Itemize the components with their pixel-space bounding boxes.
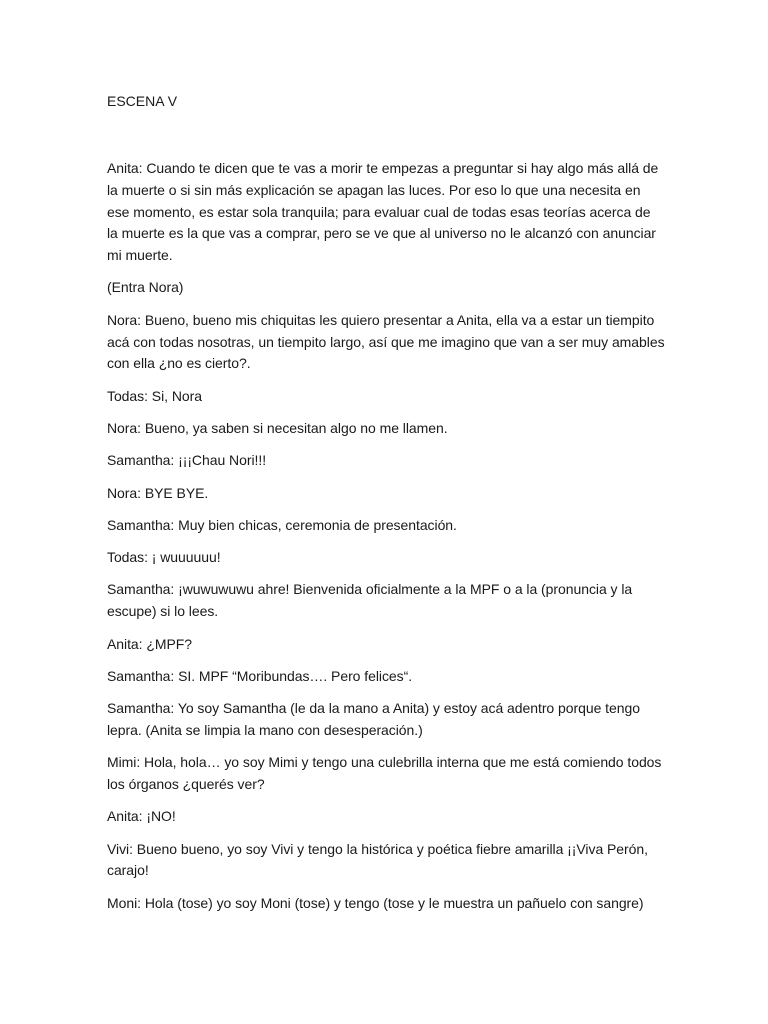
dialogue-paragraph: Samantha: ¡¡¡Chau Nori!!!	[107, 452, 267, 469]
dialogue-paragraph: Anita: ¿MPF?	[107, 635, 192, 652]
scene-title: ESCENA V	[107, 93, 178, 109]
dialogue-paragraph: Samantha: ¡wuwuwuwu ahre! Bienvenida oficialmente a la MPF o a la (pronuncia y la escupe) si lo lees.	[107, 581, 633, 620]
dialogue-paragraph: Vivi: Bueno bueno, yo soy Vivi y tengo la histórica y poética fiebre amarilla ¡¡Viva Perón, carajo!	[107, 840, 648, 879]
dialogue-paragraph: Nora: Bueno, ya saben si necesitan algo no me llamen.	[107, 419, 448, 436]
dialogue-paragraph: Anita: ¡NO!	[107, 808, 176, 825]
dialogue-paragraph: Todas: ¡ wuuuuuu!	[107, 549, 221, 566]
stage-direction: (Entra Nora)	[107, 279, 184, 296]
dialogue-paragraph: Samantha: Muy bien chicas, ceremonia de presentación.	[107, 516, 457, 533]
dialogue-paragraph: Mimi: Hola, hola… yo soy Mimi y tengo una culebrilla interna que me está comiendo todos los órganos ¿querés ver?	[107, 754, 662, 793]
dialogue-paragraph: Samantha: SI. MPF “Moribundas…. Pero felices“.	[107, 667, 413, 684]
dialogue-paragraph: Anita: Cuando te dicen que te vas a morir te empezas a preguntar si hay algo más allá de la muerte o si sin más explicación se apagan las luces. Por eso lo que una necesita en ese momento, es estar sola tranquila; para evaluar cual de todas esas teorías acerca de la muerte es la que vas a comprar, pero se ve que al universo no le alcanzó con anunciar mi muerte.	[107, 160, 659, 264]
dialogue-paragraph: Todas: Si, Nora	[107, 387, 202, 404]
dialogue-paragraph: Nora: Bueno, bueno mis chiquitas les quiero presentar a Anita, ella va a estar un tiempito acá con todas nosotras, un tiempito largo, así que me imagino que van a ser muy amables con ella ¿no es cierto?.	[107, 311, 665, 372]
document-body	[107, 90, 665, 925]
dialogue-paragraph: Moni: Hola (tose) yo soy Moni (tose) y tengo (tose y le muestra un pañuelo con sangre)	[107, 894, 644, 911]
dialogue-paragraph: Nora: BYE BYE.	[107, 484, 209, 501]
dialogue-paragraph: Samantha: Yo soy Samantha (le da la mano a Anita) y estoy acá adentro porque tengo lepra. (Anita se limpia la mano con desesperación.)	[107, 700, 640, 738]
